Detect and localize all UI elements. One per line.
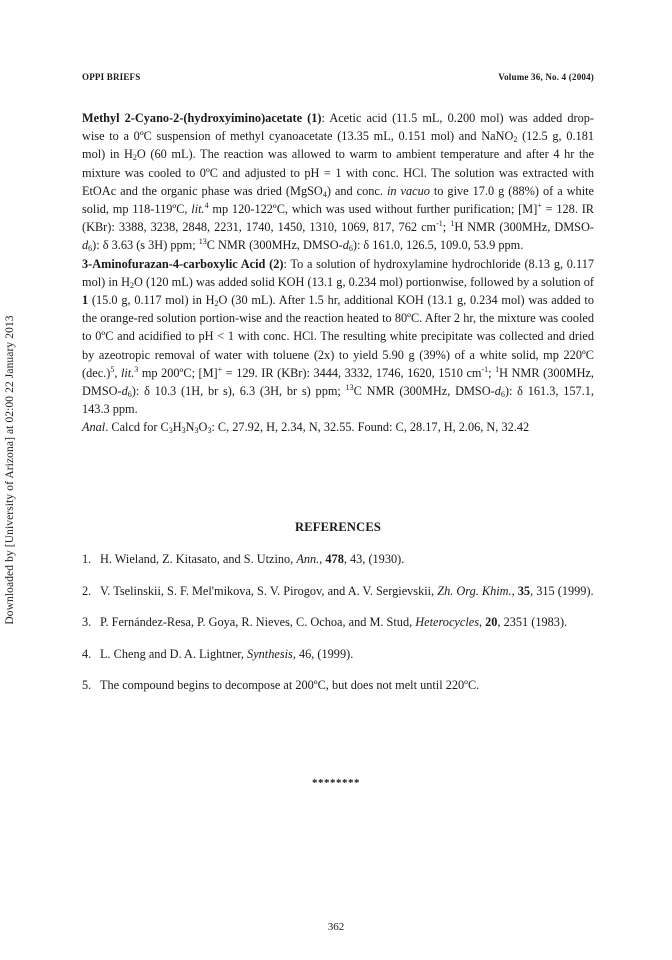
header-section: OPPI BRIEFS bbox=[82, 72, 141, 82]
end-marker: ******** bbox=[312, 777, 360, 789]
compound-1-paragraph: Methyl 2-Cyano-2-(hydroxyimino)acetate (1): Acetic acid (11.5 mL, 0.200 mol) was added drop-wise to a 0ºC suspension of methyl cyanoacetate (13.35 mL, 0.151 mol) and NaNO$_2$ (12.5 g, 0.181 mol) in $H_2O$ (60 mL). The reaction was allowed to warm to ambient temperature and after 4 hr the mixture was cooled to 0ºC and adjusted to pH = 1 with conc. HCl. The solution was extracted with EtOAc and the organic phase was dried (MgSO$_4$) and conc. in vacuo to give 17.0 g (88%) of a white solid, mp 118-119ºC, lit.$^4$ mp 120-122ºC, which was used without further purification; [M]+ = 128. IR (KBr): 3388, 3238, 2848, 2231, 1740, 1450, 1310, 1069, 817, 762 $cm^{-1}$; $^1$H NMR (300MHz, DMSO-$d_6$): δ 3.63 (s 3H) ppm; $^{13}$C NMR (300MHz, DMSO-$d_6$): δ 161.0, 126.5, 109.0, 53.9 ppm. bbox=[82, 111, 595, 254]
compound-2-title: 3-Aminofurazan-4-carboxylic Acid (2) bbox=[82, 256, 284, 271]
compound-1-title: Methyl 2-Cyano-2-(hydroxyimino)acetate (1) bbox=[82, 111, 322, 125]
references-heading: REFERENCES bbox=[294, 520, 382, 534]
reference-item: 3. P. Fernández-Resa, P. Goya, R. Nieves, C. Ochoa, and M. Stud, Heterocycles, 20, 2351 (1983). bbox=[82, 615, 568, 629]
reference-item: 2. V. Tselinskii, S. F. Mel'mikova, S. V. Pirogov, and A. V. Sergievskii, Zh. Org. Khim., 35, 315 (1999). bbox=[82, 583, 594, 598]
page-number: 362 bbox=[327, 921, 345, 933]
reference-item: 1. H. Wieland, Z. Kitasato, and S. Utzino, Ann., 478, 43, (1930). bbox=[82, 552, 405, 566]
header-volume: Volume 36, No. 4 (2004) bbox=[498, 72, 594, 82]
elemental-analysis: Anal. Calcd for $C_3H_3N_3O_3$: C, 27.92, H, 2.34, N, 32.55. Found: C, 28.17, H, 2.06, N, 32.42 bbox=[82, 420, 530, 436]
references-list bbox=[82, 551, 594, 709]
reference-item: 4. L. Cheng and D. A. Lightner, Synthesis, 46, (1999). bbox=[82, 646, 354, 661]
running-header bbox=[82, 72, 594, 86]
download-watermark: Downloaded by [University of Arizona] at 02:00 22 January 2013 bbox=[4, 315, 16, 625]
reference-item: 5. The compound begins to decompose at 200ºC, but does not melt until 220ºC. bbox=[82, 678, 480, 692]
compound-2-paragraph: 3-Aminofurazan-4-carboxylic Acid (2): To a solution of hydroxylamine hydrochloride (8.13 g, 0.117 mol) in $H_2O$ (120 mL) was added solid KOH (13.1 g, 0.234 mol) portionwise, followed by a solution of 1 (15.0 g, 0.117 mol) in $H_2O$ (30 mL). After 1.5 hr, additional KOH (13.1 g, 0.234 mol) was added to the orange-red solution portion-wise and the reaction heated to 80ºC. After 2 hr, the mixture was cooled to 0ºC and acidified to pH < 1 with conc. HCl. The resulting white precipitate was collected and dried by azeotropic removal of water with toluene (2x) to yield 5.90 g (39%) of a white solid, mp 220ºC $(dec.)^5$, lit.$^3$ mp 200ºC; [M]+ = 129. IR (KBr): 3444, 3332, 1746, 1620, 1510 $cm^{-1}$; $^1$H NMR (300MHz, DMSO-$d_6$): δ 10.3 (1H, br s), 6.3 (3H, br s) ppm; $^{13}$C NMR (300MHz, DMSO-$d_6$): δ 161.3, 157.1, 143.3 ppm. bbox=[82, 256, 594, 417]
experimental-text bbox=[82, 109, 594, 437]
